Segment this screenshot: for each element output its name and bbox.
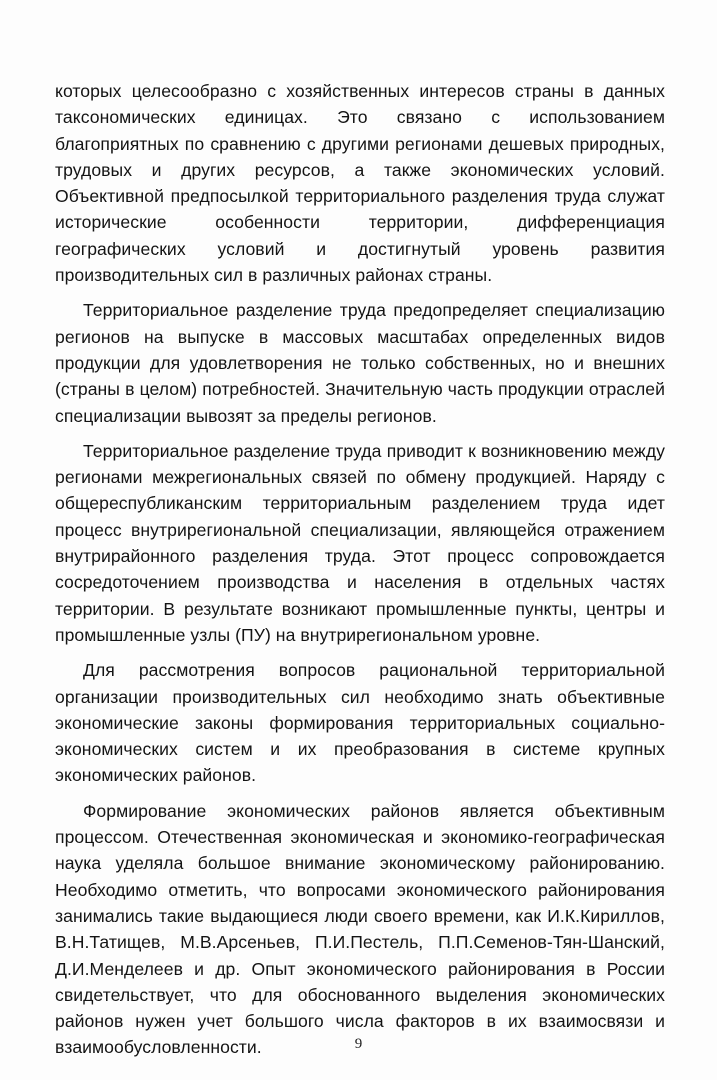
body-text	[55, 78, 665, 1070]
paragraph-1: которых целесообразно с хозяйственных интересов страны в данных таксономических единицах. Это связано с использованием благоприятных по сравнению с другими регионами дешевых природных, трудовых и других ресурсов, а также экономических условий. Объективной предпосылкой территориального разделения труда служат исторические особенности территории, дифференциация географических условий и достигнутый уровень развития производительных сил в различных районах страны.	[55, 81, 665, 286]
paragraph-4: Для рассмотрения вопросов рациональной территориальной организации производительных сил необходимо знать объективные экономические законы формирования территориальных социально- экономических систем и их преобразования в системе крупных экономических районов.	[55, 660, 665, 786]
paragraph-5: Формирование экономических районов является объективным процессом. Отечественная экономическая и экономико-географическая наука уделяла большое внимание экономическому районированию. Необходимо отметить, что вопросами экономического районирования занимались такие выдающиеся люди своего времени, как И.К.Кириллов, В.Н.Татищев, М.В.Арсеньев, П.И.Пестель, П.П.Семенов-Тян-Шанский, Д.И.Менделеев и др. Опыт экономического районирования в России свидетельствует, что для обоснованного выделения экономических районов нужен учет большого числа факторов в их взаимосвязи и взаимообусловленности.	[55, 800, 665, 1058]
page-number: 9	[354, 1036, 363, 1052]
paragraph-2: Территориальное разделение труда предопределяет специализацию регионов на выпуске в массовых масштабах определенных видов продукции для удовлетворения не только собственных, но и внешних (страны в целом) потребностей. Значительную часть продукции отраслей специализации вывозят за пределы регионов.	[55, 300, 665, 426]
paragraph-3: Территориальное разделение труда приводит к возникновению между регионами межрегиональных связей по обмену продукцией. Наряду с общереспубликанским территориальным разделением труда идет процесс внутрирегиональной специализации, являющейся отражением внутрирайонного разделения труда. Этот процесс сопровождается сосредоточением производства и населения в отдельных частях территории. В результате возникают промышленные пункты, центры и промышленные узлы (ПУ) на внутрирегиональном уровне.	[55, 440, 665, 645]
